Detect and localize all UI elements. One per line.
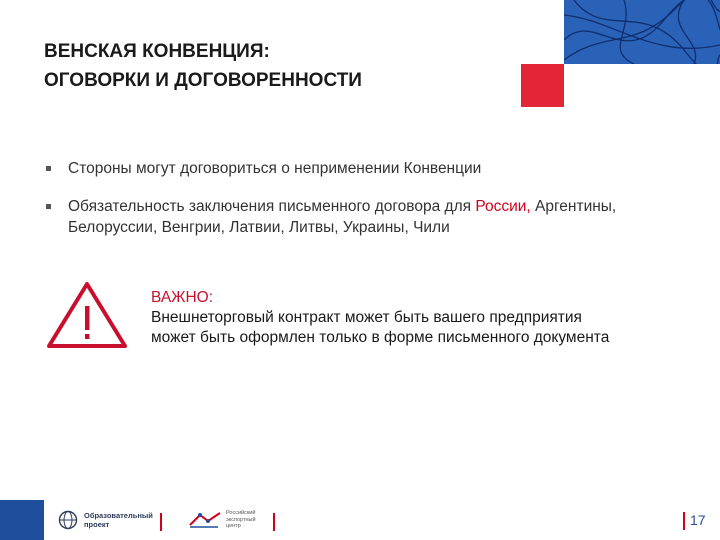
bullet-text-before: Обязательность заключения письменного договора для	[68, 198, 476, 215]
export-center-emblem-icon	[188, 511, 222, 529]
title-line-2: ОГОВОРКИ И ДОГОВОРЕННОСТИ	[44, 70, 362, 91]
footer-divider	[160, 513, 162, 531]
bullet-highlight: России,	[475, 198, 531, 215]
warning-label: ВАЖНО:	[151, 289, 214, 306]
warning-note	[151, 288, 711, 348]
bullet-item	[44, 196, 684, 238]
logo2-text-line-3: центр	[226, 523, 241, 530]
bullet-square-icon	[46, 204, 51, 209]
title-line-1: ВЕНСКАЯ КОНВЕНЦИЯ:	[44, 41, 270, 62]
logo2-text-line-2: экспортный	[226, 516, 256, 523]
footer-blue-block	[0, 500, 44, 540]
bullet-text: Стороны могут договориться о неприменении Конвенции	[68, 160, 482, 177]
warning-text-line-1: Внешнеторговый контракт может быть вашего предприятия	[151, 309, 582, 326]
warning-triangle-icon	[44, 278, 130, 352]
decorative-red-square	[521, 64, 564, 107]
bullet-item	[44, 158, 684, 179]
slide-title	[44, 37, 484, 95]
logo1-text-line-2: проект	[84, 520, 110, 529]
export-center-logo	[188, 508, 256, 532]
footer-divider	[273, 513, 275, 531]
globe-icon	[58, 510, 78, 530]
logo1-text-line-1: Образовательный	[84, 511, 153, 520]
warning-text-line-2: может быть оформлен только в форме письменного документа	[151, 329, 610, 346]
bullet-text-after: Аргентины, Белоруссии, Венгрии, Латвии, Литвы, Украины, Чили	[68, 198, 617, 236]
decorative-blue-pattern	[564, 0, 720, 64]
page-number: 17	[690, 512, 706, 528]
logo2-text-line-1: Российский	[226, 510, 256, 517]
bullet-square-icon	[46, 166, 51, 171]
page-number-divider	[683, 512, 685, 530]
education-project-logo	[58, 506, 153, 534]
bullet-list	[44, 158, 684, 255]
